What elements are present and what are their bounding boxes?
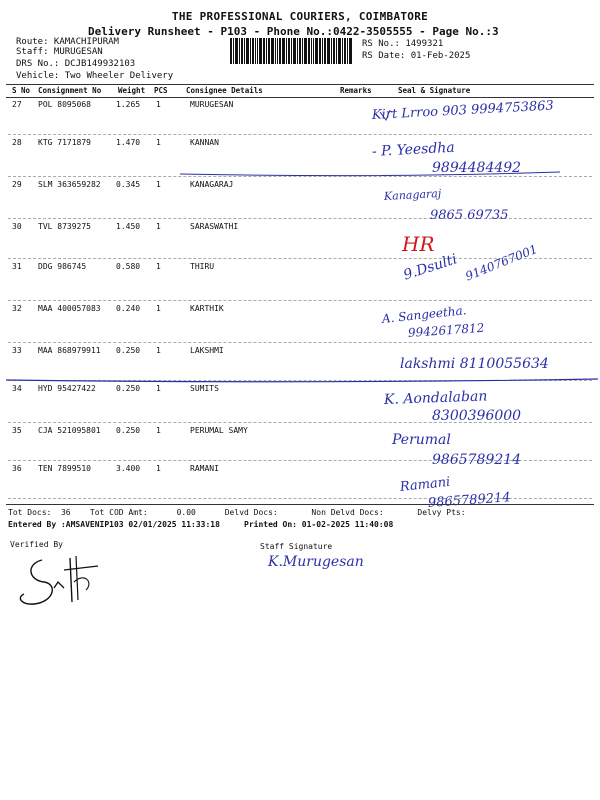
rs-date: RS Date: 01-Feb-2025	[362, 51, 471, 61]
verified-by-label: Verified By	[10, 540, 63, 549]
row-sno: 30	[12, 222, 22, 231]
row-consignee-name: KANNAN	[190, 138, 219, 147]
row-consignee-name: KANAGARAJ	[190, 180, 234, 189]
row-consignee-name: MURUGESAN	[190, 100, 234, 109]
staff-signature-handwriting: K.Murugesan	[268, 554, 364, 570]
col-consignment: Consignment No	[38, 86, 102, 95]
row-consignee-name: SUMITS	[190, 384, 219, 393]
handwritten-signature: Ramani	[399, 474, 451, 495]
handwritten-signature: Kanagaraj	[383, 187, 442, 203]
company-title: THE PROFESSIONAL COURIERS, COIMBATORE	[171, 10, 429, 23]
row-pcs: 1	[156, 138, 161, 147]
row-sno: 35	[12, 426, 22, 435]
handwritten-signature: K. Aondalaban	[383, 388, 488, 408]
col-weight: Weight	[118, 86, 146, 95]
handwritten-signature: Kirt Lrroo 903 9994753863	[371, 98, 555, 123]
handwritten-signature: 9865789214	[432, 452, 522, 468]
row-pcs: 1	[156, 426, 161, 435]
ink-underline-2	[6, 379, 598, 382]
col-consignee: Consignee Details	[186, 86, 263, 95]
row-consignment-no: SLM 363659282	[38, 180, 101, 189]
col-seal: Seal & Signature	[398, 86, 471, 95]
row-pcs: 1	[156, 262, 161, 271]
route-label: Route: KAMACHIPURAM	[16, 37, 119, 47]
row-weight: 1.450	[116, 222, 141, 231]
row-sno: 27	[12, 100, 22, 109]
handwritten-signature: Perumal	[392, 432, 451, 448]
handwritten-signature: 9140767001	[463, 241, 540, 284]
row-consignment-no: POL 8095068	[38, 100, 91, 109]
entered-by-line: Entered By :AMSAVENIP103 02/01/2025 11:33:18 Printed On: 01-02-2025 11:40:08	[8, 520, 394, 529]
ink-tick	[380, 110, 390, 120]
row-consignee-name: SARASWATHI	[190, 222, 239, 231]
handwritten-signature: 9894484492	[432, 160, 522, 176]
row-pcs: 1	[156, 384, 161, 393]
rs-number: RS No.: 1499321	[362, 39, 444, 49]
row-pcs: 1	[156, 304, 161, 313]
row-sno: 31	[12, 262, 22, 271]
verifier-signature	[14, 552, 104, 610]
vehicle-label: Vehicle: Two Wheeler Delivery	[16, 71, 174, 81]
footer-rule	[6, 504, 594, 505]
row-consignment-no: CJA 521095801	[38, 426, 101, 435]
runsheet-subtitle: Delivery Runsheet - P103 - Phone No.:0422-3505555 - Page No.:3	[88, 25, 499, 38]
handwritten-signature: 9865 69735	[430, 208, 509, 223]
row-consignee-name: LAKSHMI	[190, 346, 224, 355]
handwritten-signature: 9865789214	[427, 490, 512, 511]
row-consignment-no: MAA 400057083	[38, 304, 101, 313]
handwritten-signature: A. Sangeetha.	[381, 303, 468, 326]
row-sno: 36	[12, 464, 22, 473]
ink-underline-1	[180, 172, 560, 176]
row-consignee-name: THIRU	[190, 262, 215, 271]
col-pcs: PCS	[154, 86, 168, 95]
row-weight: 1.470	[116, 138, 141, 147]
handwritten-signature: 9942617812	[407, 320, 485, 340]
row-pcs: 1	[156, 346, 161, 355]
handwritten-signature: - P. Yeesdha	[371, 139, 456, 160]
row-consignee-name: RAMANI	[190, 464, 219, 473]
row-consignment-no: TEN 7899510	[38, 464, 91, 473]
row-sno: 33	[12, 346, 22, 355]
row-sno: 29	[12, 180, 22, 189]
row-consignment-no: TVL 8739275	[38, 222, 91, 231]
col-sno: S No	[12, 86, 31, 95]
row-weight: 0.250	[116, 426, 141, 435]
totals-line: Tot Docs: 36 Tot COD Amt: 0.00 Delvd Docs: Non Delvd Docs: Delvy Pts:	[8, 508, 466, 517]
staff-label: Staff: MURUGESAN	[16, 47, 103, 57]
row-weight: 1.265	[116, 100, 141, 109]
row-pcs: 1	[156, 222, 161, 231]
staff-signature-label: Staff Signature	[260, 542, 333, 551]
row-consignment-no: KTG 7171879	[38, 138, 91, 147]
row-weight: 3.400	[116, 464, 141, 473]
handwritten-signature: 9.Dsulti	[401, 251, 460, 284]
row-consignment-no: HYD 95427422	[38, 384, 96, 393]
row-pcs: 1	[156, 464, 161, 473]
row-pcs: 1	[156, 180, 161, 189]
row-weight: 0.240	[116, 304, 141, 313]
drs-number: DRS No.: DCJB149932103	[16, 59, 136, 69]
row-weight: 0.580	[116, 262, 141, 271]
row-consignee-name: PERUMAL SAMY	[190, 426, 248, 435]
row-consignment-no: DDG 986745	[38, 262, 87, 271]
row-sno: 32	[12, 304, 22, 313]
row-sno: 28	[12, 138, 22, 147]
col-remarks: Remarks	[340, 86, 372, 95]
row-pcs: 1	[156, 100, 161, 109]
handwritten-signature: HR	[402, 232, 435, 256]
row-weight: 0.345	[116, 180, 141, 189]
row-weight: 0.250	[116, 346, 141, 355]
row-consignee-name: KARTHIK	[190, 304, 224, 313]
handwritten-signature: lakshmi 8110055634	[400, 356, 549, 372]
row-weight: 0.250	[116, 384, 141, 393]
row-consignment-no: MAA 868979911	[38, 346, 101, 355]
handwritten-signature: 8300396000	[432, 408, 522, 424]
row-sno: 34	[12, 384, 22, 393]
